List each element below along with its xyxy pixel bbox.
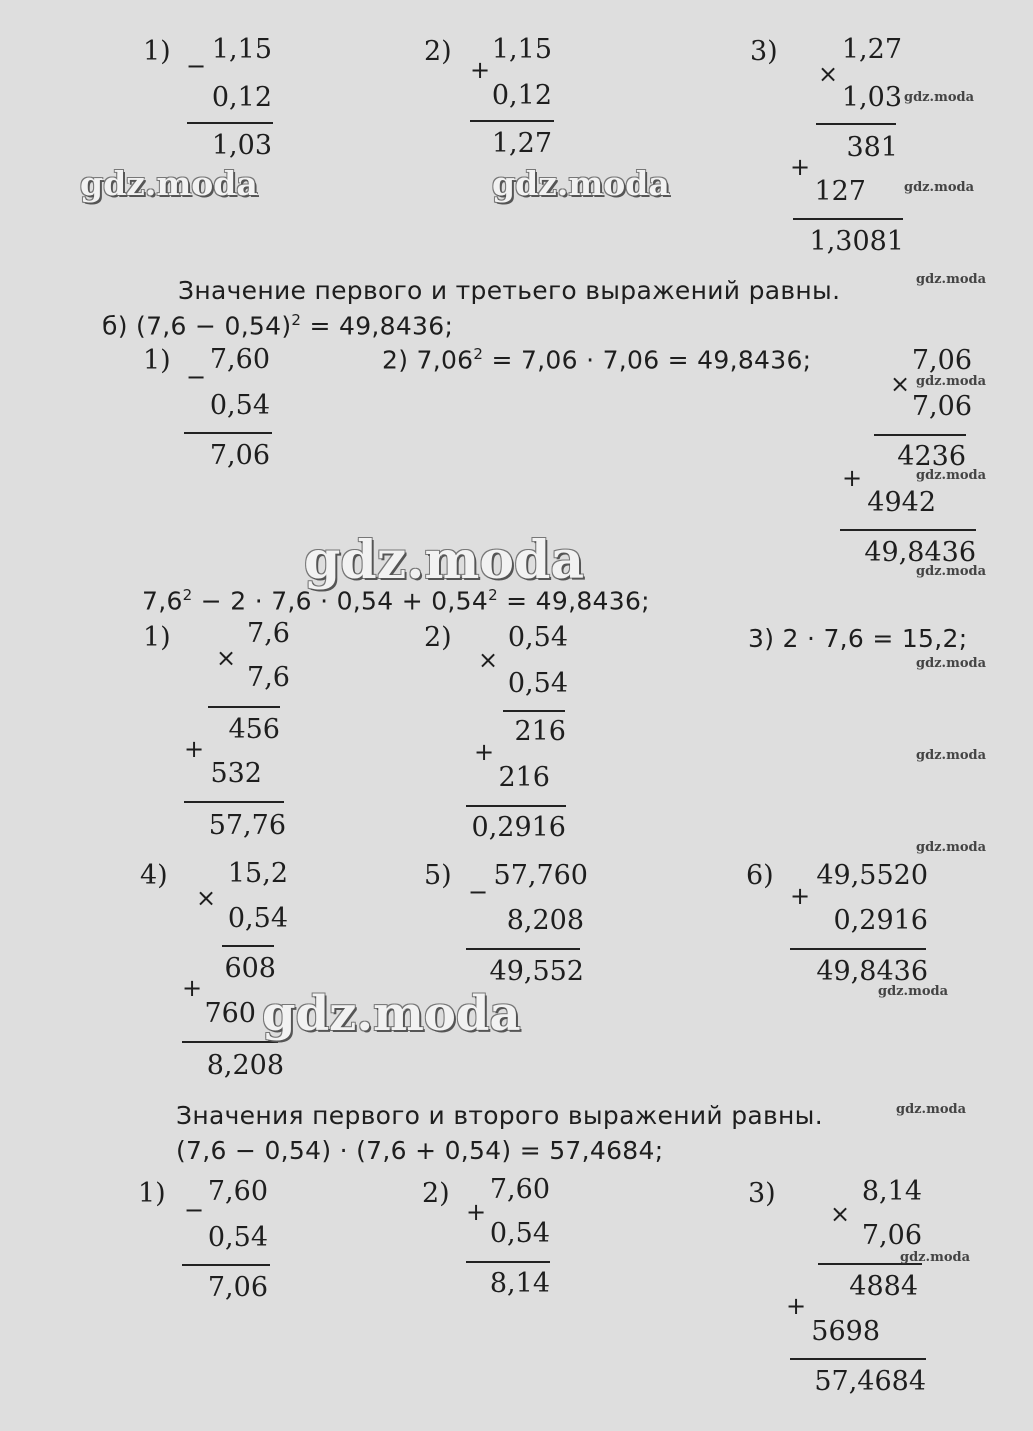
calc-c4-n1: 15,2 <box>227 858 288 889</box>
minus-sign: − <box>184 1196 205 1224</box>
calc-a3-label: 3) <box>750 36 778 67</box>
calc-d2-rule <box>466 1261 550 1263</box>
calc-c6-result: 49,8436 <box>816 956 928 987</box>
calc-a2-label: 2) <box>424 36 452 67</box>
calc-d2-n2: 0,54 <box>489 1218 550 1249</box>
watermark: gdz.moda <box>916 840 987 855</box>
calc-c1-label: 1) <box>143 622 171 653</box>
plus-sign: + <box>474 738 495 766</box>
times-sign: × <box>216 644 237 672</box>
calc-b3-rule2 <box>840 529 976 531</box>
calc-a3-n2: 1,03 <box>841 82 902 113</box>
calc-c2-partial1: 216 <box>514 716 566 747</box>
calc-d3-partial1: 4884 <box>849 1271 918 1302</box>
calc-b3-partial2: 4942 <box>867 487 936 518</box>
expression-2: $7,6^2 - 2 \cdot 7,6 \cdot 0,54 + 0,54^2 = 49,8436$; <box>142 586 650 616</box>
calc-a1-result: 1,03 <box>211 130 272 161</box>
watermark: gdz.moda <box>904 180 975 195</box>
calc-d1-n2: 0,54 <box>207 1222 268 1253</box>
conclusion-2: Значения первого и второго выражений равны. <box>176 1101 823 1130</box>
calc-c2-rule1 <box>503 710 565 712</box>
watermark: gdz.moda <box>916 748 987 763</box>
calc-c2-partial2: 216 <box>498 762 550 793</box>
calc-b1-n1: 7,60 <box>209 344 270 375</box>
watermark: gdz.moda <box>916 468 987 483</box>
calc-d3-rule2 <box>790 1358 926 1360</box>
plus-sign: + <box>842 464 863 492</box>
calc-c2-result: 0,2916 <box>471 812 566 843</box>
watermark: gdz.moda <box>916 564 987 579</box>
calc-c3: 3) 2 · 7,6 = 15,2; <box>748 624 968 653</box>
times-sign: × <box>196 884 217 912</box>
calc-b2: 2) $7,06^2 = 7,06 \cdot 7,06 = 49,8436$; <box>382 345 812 375</box>
calc-b1-rule <box>184 432 272 434</box>
watermark: gdz.moda <box>900 1250 971 1265</box>
calc-c4-n2: 0,54 <box>227 903 288 934</box>
calc-c4-partial2: 760 <box>204 998 256 1029</box>
calc-c6-label: 6) <box>746 860 774 891</box>
watermark: gdz.moda <box>916 656 987 671</box>
watermark: gdz.moda <box>916 374 987 389</box>
minus-sign: − <box>186 52 207 80</box>
calc-c2-n1: 0,54 <box>507 622 568 653</box>
calc-b3-n1: 7,06 <box>911 345 972 376</box>
calc-a1-rule <box>187 122 273 124</box>
calc-c4-label: 4) <box>140 860 168 891</box>
calc-a2-n2: 0,12 <box>491 80 552 111</box>
calc-c5-n2: 8,208 <box>506 905 584 936</box>
calc-a2-n1: 1,15 <box>491 34 552 65</box>
minus-sign: − <box>186 363 207 391</box>
calc-d1-n1: 7,60 <box>207 1176 268 1207</box>
calc-c5-result: 49,552 <box>489 956 584 987</box>
calc-b1-n2: 0,54 <box>209 390 270 421</box>
calc-a3-n1: 1,27 <box>841 34 902 65</box>
calc-d3-result: 57,4684 <box>814 1366 926 1397</box>
conclusion-1: Значение первого и третьего выражений равны. <box>178 276 841 305</box>
calc-c1-n1: 7,6 <box>247 618 290 649</box>
calc-a2-rule <box>470 120 554 122</box>
calc-a1-n2: 0,12 <box>211 82 272 113</box>
plus-sign: + <box>786 1292 807 1320</box>
calc-c1-partial1: 456 <box>228 714 280 745</box>
calc-c4-rule1 <box>222 945 274 947</box>
calc-b3-partial1: 4236 <box>897 441 966 472</box>
calc-c6-n2: 0,2916 <box>833 905 928 936</box>
watermark: gdz.moda <box>896 1102 967 1117</box>
calc-a3-rule2 <box>793 218 903 220</box>
times-sign: × <box>890 370 911 398</box>
calc-d2-result: 8,14 <box>489 1268 550 1299</box>
watermark: gdz.moda <box>80 164 258 203</box>
calc-b3-n2: 7,06 <box>911 391 972 422</box>
watermark: gdz.moda <box>304 530 585 591</box>
calc-a1-n1: 1,15 <box>211 34 272 65</box>
calc-c1-n2: 7,6 <box>247 662 290 693</box>
calc-c5-label: 5) <box>424 860 452 891</box>
calc-b1-label: 1) <box>143 345 171 376</box>
calc-c1-rule1 <box>208 706 280 708</box>
times-sign: × <box>818 60 839 88</box>
calc-c6-rule <box>790 948 926 950</box>
watermark: gdz.moda <box>492 164 670 203</box>
plus-sign: + <box>466 1198 487 1226</box>
plus-sign: + <box>790 882 811 910</box>
calc-d3-n2: 7,06 <box>861 1220 922 1251</box>
calc-d1-rule <box>182 1264 270 1266</box>
calc-d3-partial2: 5698 <box>811 1316 880 1347</box>
calc-a3-rule1 <box>816 123 896 125</box>
calc-a3-result: 1,3081 <box>809 226 904 257</box>
plus-sign: + <box>790 153 811 181</box>
calc-d3-n1: 8,14 <box>861 1176 922 1207</box>
calc-c2-rule2 <box>466 805 566 807</box>
watermark: gdz.moda <box>262 986 521 1042</box>
calc-c1-partial2: 532 <box>210 758 262 789</box>
times-sign: × <box>478 646 499 674</box>
calc-d3-label: 3) <box>748 1178 776 1209</box>
calc-c1-result: 57,76 <box>208 810 286 841</box>
calc-a3-partial2: 127 <box>814 176 866 207</box>
plus-sign: + <box>182 974 203 1002</box>
calc-b1-result: 7,06 <box>209 440 270 471</box>
calc-c1-rule2 <box>184 801 284 803</box>
calc-a2-result: 1,27 <box>491 128 552 159</box>
calc-d1-label: 1) <box>138 1178 166 1209</box>
calc-d1-result: 7,06 <box>207 1272 268 1303</box>
calc-c5-rule <box>466 948 580 950</box>
calc-c2-label: 2) <box>424 622 452 653</box>
calc-a1-label: 1) <box>143 36 171 67</box>
plus-sign: + <box>184 735 205 763</box>
calc-c6-n1: 49,5520 <box>816 860 928 891</box>
minus-sign: − <box>468 878 489 906</box>
calc-c4-result: 8,208 <box>206 1050 284 1081</box>
times-sign: × <box>830 1200 851 1228</box>
watermark: gdz.moda <box>904 90 975 105</box>
expression-3: (7,6 − 0,54) · (7,6 + 0,54) = 57,4684; <box>176 1136 664 1165</box>
plus-sign: + <box>470 56 491 84</box>
calc-d2-label: 2) <box>422 1178 450 1209</box>
watermark: gdz.moda <box>878 984 949 999</box>
calc-a3-partial1: 381 <box>846 132 898 163</box>
watermark: gdz.moda <box>916 272 987 287</box>
expression-b: б) $(7,6 - 0,54)^2 = 49,8436$; <box>102 311 454 341</box>
calc-c2-n2: 0,54 <box>507 668 568 699</box>
calc-c5-n1: 57,760 <box>493 860 588 891</box>
calc-d2-n1: 7,60 <box>489 1174 550 1205</box>
calc-c4-partial1: 608 <box>224 953 276 984</box>
calc-b3-rule1 <box>874 434 966 436</box>
calc-b3-result: 49,8436 <box>864 537 976 568</box>
